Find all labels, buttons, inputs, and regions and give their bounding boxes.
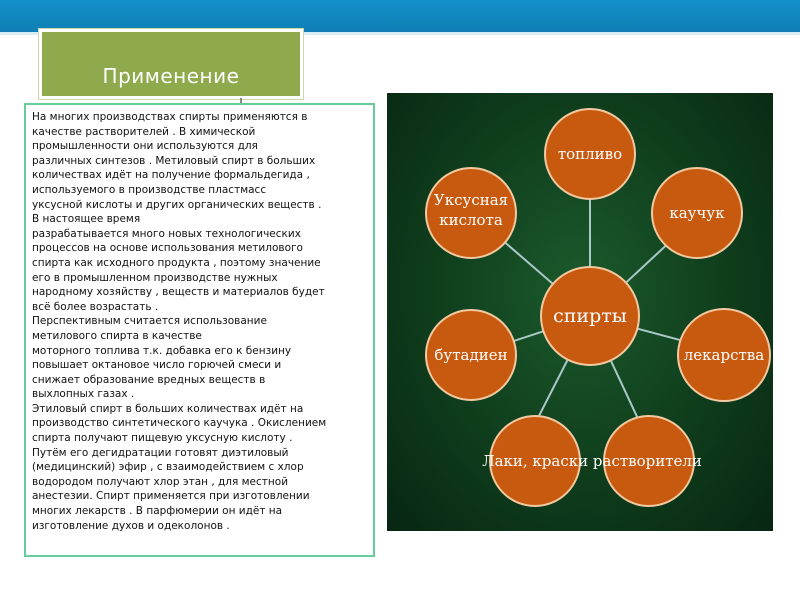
body-text-line: повышает октановое число горючей смеси и xyxy=(32,359,282,372)
label-acetic-acid: Уксусная кислота xyxy=(433,191,509,229)
body-text-line: народному хозяйству , веществ и материалов будет xyxy=(32,286,325,299)
body-text-line: метилового спирта в качестве xyxy=(32,329,202,342)
body-text-line: водородом получают хлор этан , для местной xyxy=(32,475,289,488)
body-text-line: Путём его дегидратации готовят диэтиловый xyxy=(32,446,289,459)
body-text-line: изготовление духов и одеколонов . xyxy=(32,519,230,532)
slide-title: Применение xyxy=(102,64,240,88)
body-text-line: (медицинский) эфир , с взаимодействием с хлор xyxy=(32,461,304,474)
body-text-line: качестве растворителей . В химической xyxy=(32,125,256,138)
label-medicines: лекарства xyxy=(683,346,765,364)
body-text-line: анестезии. Спирт применяется при изготовлении xyxy=(32,490,310,503)
label-butadiene: бутадиен xyxy=(434,346,508,364)
body-text-line: В настоящее время xyxy=(32,213,141,226)
diagram-panel xyxy=(387,93,773,531)
body-text-line: производство синтетического каучука . Окислением xyxy=(32,417,327,430)
body-text-line: спирта получают пищевую уксусную кислоту . xyxy=(32,432,293,445)
body-text-line: различных синтезов . Метиловый спирт в больших xyxy=(32,154,316,167)
body-text-line: многих лекарств . В парфюмерии он идёт на xyxy=(32,505,283,518)
body-text-line: Перспективным считается использование xyxy=(32,315,267,328)
label-rubber: каучук xyxy=(669,204,725,222)
body-text-line: его в промышленном производстве нужных xyxy=(32,271,278,284)
body-text-line: количествах идёт на получение формальдегида , xyxy=(32,169,310,182)
body-text-line: всё более возрастать . xyxy=(32,300,159,313)
body-text xyxy=(32,110,370,533)
body-text-line: Этиловый спирт в больших количествах идёт на xyxy=(32,402,304,415)
body-text-line: спирта как исходного продукта , поэтому значение xyxy=(32,256,321,269)
label-paints: Лаки, краски растворители xyxy=(482,452,702,470)
title-box xyxy=(39,29,303,99)
body-text-line: На многих производствах спирты применяются в xyxy=(32,111,308,123)
body-text-line: выхлопных газах . xyxy=(32,388,135,401)
header-bar xyxy=(0,0,800,32)
body-text-line: используемого в производстве пластмасс xyxy=(32,183,267,196)
body-text-line: уксусной кислоты и других органических веществ . xyxy=(32,198,322,211)
body-text-line: моторного топлива т.к. добавка его к бензину xyxy=(32,344,292,357)
body-text-line: промышленности они используются для xyxy=(32,140,258,153)
radial-diagram xyxy=(387,93,773,531)
body-text-panel xyxy=(24,103,375,557)
body-text-line: разрабатывается много новых технологических xyxy=(32,227,301,240)
body-text-line: снижает образование вредных веществ в xyxy=(32,373,266,386)
label-fuel: топливо xyxy=(557,145,623,163)
label-center: спирты xyxy=(553,305,627,327)
body-text-line: процессов на основе использования метилового xyxy=(32,242,303,255)
